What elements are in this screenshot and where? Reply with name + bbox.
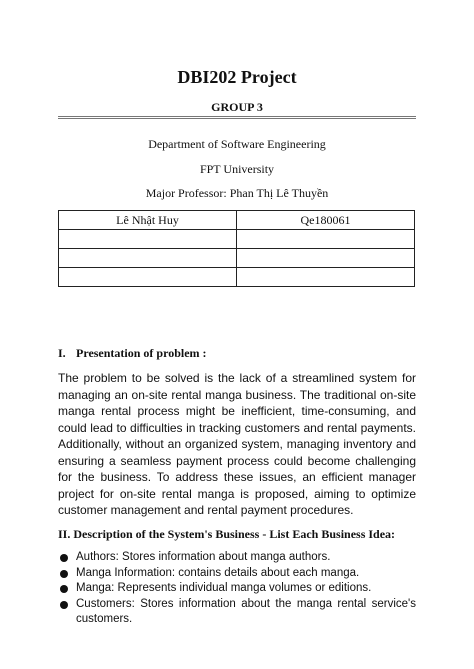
member-name-cell (59, 249, 237, 268)
section-1-heading (58, 346, 207, 360)
member-name-cell (59, 230, 237, 249)
bullet-icon (60, 554, 68, 562)
member-id-cell (237, 230, 415, 249)
business-ideas-list (58, 550, 416, 628)
table-row (59, 249, 415, 268)
department-line: Department of Software Engineering (148, 137, 326, 151)
member-id-cell (237, 268, 415, 287)
section-1-title: Presentation of problem : (76, 346, 207, 360)
professor-line: Major Professor: Phan Thị Lê Thuyền (145, 186, 329, 200)
university-line: FPT University (199, 162, 275, 176)
bullet-icon (60, 570, 68, 578)
member-id-cell: Qe180061 (237, 211, 415, 230)
bullet-icon (60, 585, 68, 593)
table-row (59, 268, 415, 287)
member-name-cell: Lê Nhật Huy (59, 211, 237, 230)
list-item: Manga Information: contains details about each manga. (58, 566, 416, 582)
member-name-cell (59, 268, 237, 287)
bullet-icon (60, 601, 68, 609)
list-item: Authors: Stores information about manga authors. (58, 550, 416, 566)
project-title: DBI202 Project (177, 67, 297, 87)
problem-paragraph: The problem to be solved is the lack of a streamlined system for managing an on-site rental manga business. The traditional on-site manga rental process might be inefficient, time-consuming, and could lead to difficulties in tracking customers and rental payments. Additionally, without an organized system, managing inventory and ensuring a seamless payment process could become challenging for the business. To address these issues, an efficient manager project for on-site rental manga is proposed, aiming to optimize customer management and rental payment procedures. (58, 371, 416, 517)
members-table (58, 210, 415, 287)
section-2-heading: II. Description of the System's Business - List Each Business Idea: (58, 527, 396, 541)
table-row (59, 211, 415, 230)
double-rule-divider (58, 116, 416, 119)
section-1-number: I. (58, 346, 66, 360)
list-item: Manga: Represents individual manga volumes or editions. (58, 581, 416, 597)
list-item: Customers: Stores information about the manga rental service's customers. (58, 597, 416, 628)
member-id-cell (237, 249, 415, 268)
group-label: GROUP 3 (211, 100, 263, 114)
table-row (59, 230, 415, 249)
